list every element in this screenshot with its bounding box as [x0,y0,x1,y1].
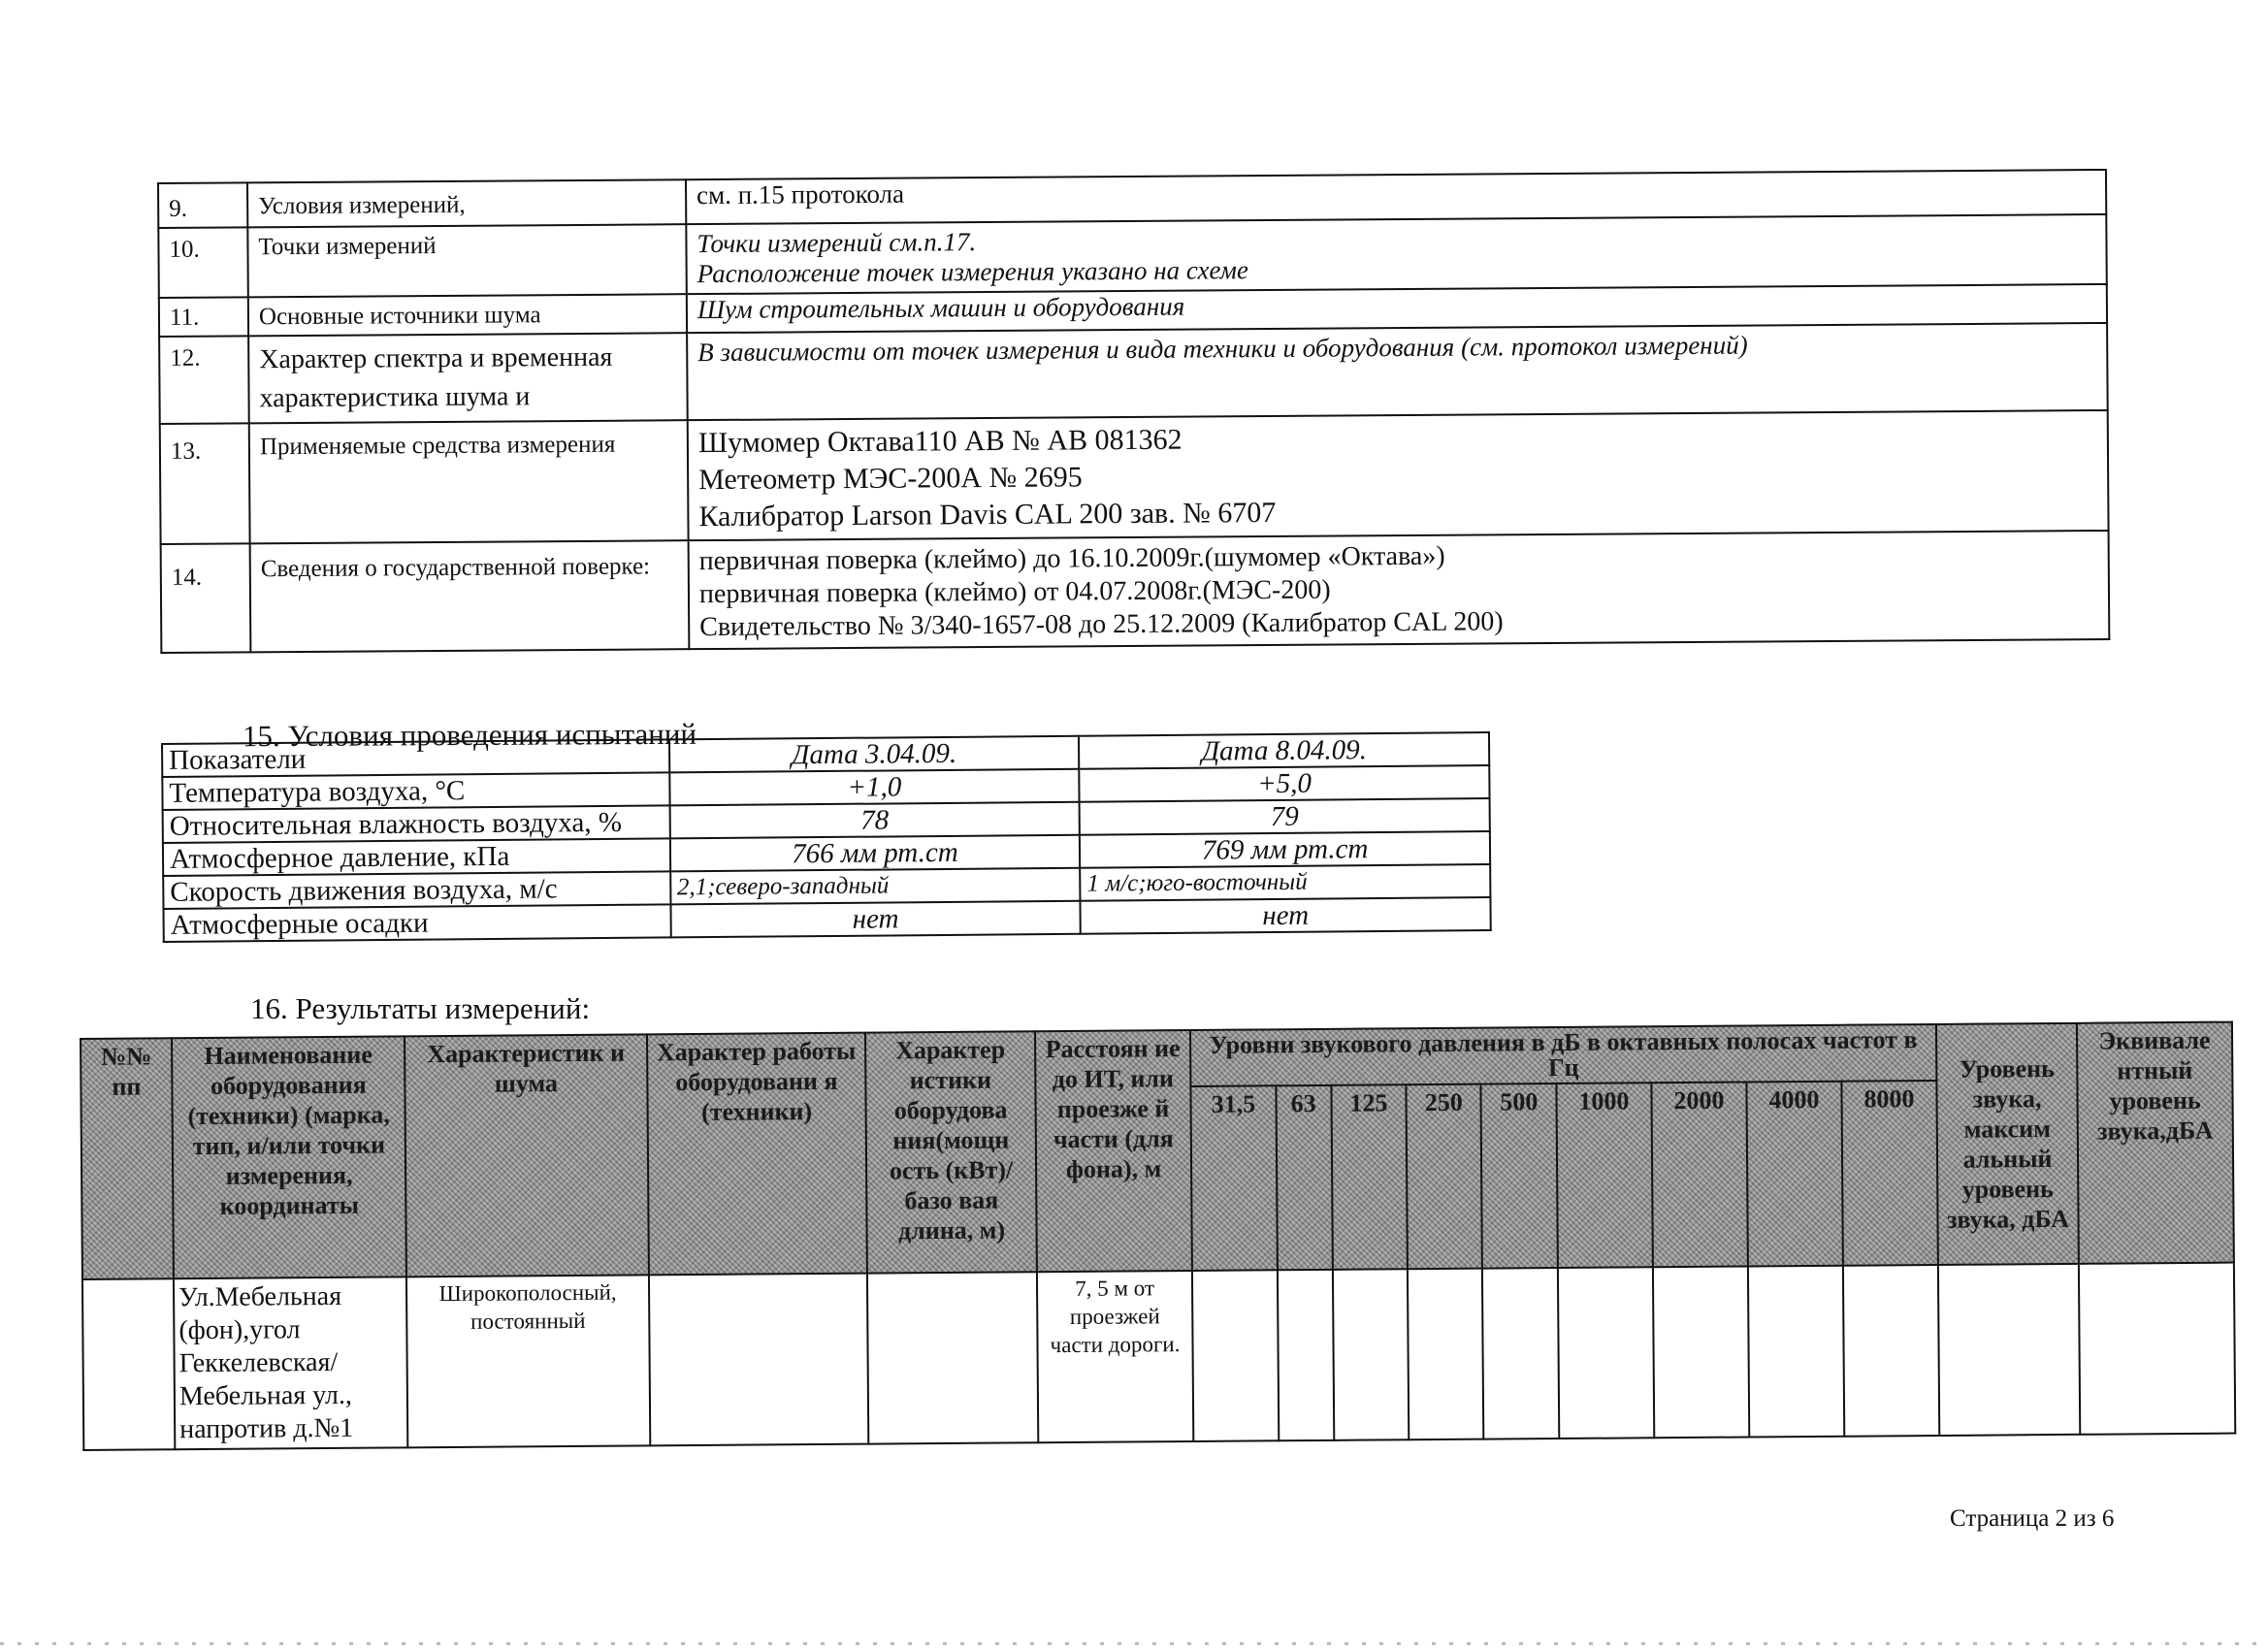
page-number: Страница 2 из 6 [1950,1505,2115,1532]
scan-artifact-line [0,1642,2268,1645]
section-title-conditions: 15. Условия проведения испытаний [242,716,697,754]
row-number: 9. [158,182,247,228]
row-number: 12. [159,336,249,424]
value-line: см. п.15 протокола [697,178,905,210]
row-number: 14. [161,543,251,653]
table-cell: нет [1081,897,1491,934]
freq-header: 31,5 [1190,1085,1277,1271]
row-label: Сведения о государственной поверке: [250,540,690,652]
table-cell: нет [670,901,1081,938]
column-header-levels: Уровни звукового давления в дБ в октавных полосах частот в Гц [1190,1024,1936,1086]
indicator-label: Температура воздуха, °С [162,772,669,810]
freq-header: 500 [1481,1083,1558,1269]
section-title-results: 16. Результаты измерений: [250,991,591,1025]
table-cell: 2,1;северо-западный [670,868,1081,905]
freq-header: 4000 [1746,1082,1842,1267]
value-line: Метеометр МЭС-200А № 2695 [698,461,1083,497]
column-header-name: Наименование оборудования (техники) (марка, тип, и/или точки измерения, координаты [172,1036,406,1278]
table-cell: 766 мм рт.ст [669,835,1080,872]
column-header: Дата 8.04.09. [1079,732,1489,769]
column-header-equiv-level: Эквивале нтный уровень звука,дБА [2077,1022,2234,1264]
column-header-max-level: Уровень звука, максим альный уровень звука, дБА [1936,1023,2079,1265]
table-row [160,410,2109,544]
column-header-equip-char: Характер истики оборудова ния(мощн ость (кВт)/базо вая длина, м) [865,1031,1037,1273]
table-cell: +5,0 [1080,765,1490,802]
level-cell [1748,1266,1844,1438]
value-line: В зависимости от точек измерения и вида техники и оборудования (см. протокол измерений) [697,330,1748,368]
indicator-label: Скорость движения воздуха, м/с [163,871,670,909]
column-header-noise-char: Характеристик и шума [405,1034,649,1277]
row-label: Характер спектра и временная характеристика шума и [248,333,688,423]
value-line: Калибратор Larson Davis CAL 200 зав. № 6707 [698,496,1277,534]
level-cell [1653,1267,1749,1439]
value-line: Шум строительных машин и оборудования [697,291,1185,325]
level-cell [1843,1265,1940,1437]
work-characteristic [649,1274,868,1446]
freq-header: 8000 [1841,1081,1938,1266]
equipment-name: Ул.Мебельная (фон),угол Геккелевская/ Мебельная ул., напротив д.№1 [174,1277,407,1449]
max-level-cell [1938,1264,2080,1436]
value-line: Шумомер Октава110 АВ № АВ 081362 [697,423,1183,460]
freq-header: 2000 [1651,1083,1747,1268]
indicator-label: Атмосферные осадки [163,904,670,942]
measurement-info-table [157,169,2110,654]
row-label: Условия измерений, [247,179,686,227]
row-number: 10. [158,227,248,298]
row-number: 13. [160,423,250,544]
row-label: Применяемые средства измерения [249,420,689,543]
level-cell [1482,1268,1559,1439]
table-row [159,323,2108,424]
row-number: 11. [159,297,248,337]
column-header-work-char: Характер работы оборудовани я (техники) [647,1033,867,1276]
table-cell: +1,0 [669,769,1080,806]
indicator-label: Атмосферное давление, кПа [163,838,670,876]
row-value [689,531,2110,649]
table-cell: 1 м/с;юго-восточный [1080,864,1490,901]
table-row [161,531,2110,653]
row-value [687,323,2108,420]
indicator-label: Относительная влажность воздуха, % [163,805,670,843]
freq-header: 63 [1276,1085,1332,1270]
table-cell: 78 [669,802,1080,839]
value-line: Точки измерений см.п.17. [697,227,977,259]
table-cell: 769 мм рт.ст [1080,831,1490,868]
equipment-characteristic [867,1272,1038,1443]
freq-header: 1000 [1556,1083,1652,1268]
table-row [82,1263,2235,1450]
row-value [686,214,2106,294]
freq-header: 250 [1406,1084,1482,1270]
column-header: Показатели [162,739,669,777]
distance-value: 7, 5 м от проезжей части дороги. [1037,1271,1193,1442]
value-line: первичная поверка (клеймо) до 16.10.2009г.(шумомер «Октава») [698,540,1445,577]
equiv-level-cell [2079,1263,2235,1435]
level-cell [1278,1270,1334,1440]
noise-characteristic: Широкополосный, постоянный [406,1275,650,1447]
column-header: Дата 3.04.09. [669,736,1080,773]
level-cell [1333,1269,1409,1440]
freq-header: 125 [1331,1084,1408,1270]
row-label: Точки измерений [247,224,686,297]
test-conditions-table [161,731,1492,943]
row-value [688,410,2109,540]
level-cell [1192,1270,1279,1441]
measurement-results-table [80,1021,2236,1451]
level-cell [1558,1267,1654,1439]
table-cell: 79 [1080,798,1490,835]
value-line: Расположение точек измерения указано на схеме [697,255,1249,289]
row-label: Основные источники шума [248,294,687,336]
column-header-distance: Расстоян ие до ИТ, или проезже й части (для фона), м [1035,1030,1192,1272]
row-number [82,1278,175,1450]
value-line: первичная поверка (клеймо) от 04.07.2008г.(МЭС-200) [698,574,1331,610]
level-cell [1408,1269,1484,1440]
value-line: Свидетельство № 3/340-1657-08 до 25.12.2009 (Калибратор CAL 200) [699,606,1504,643]
column-header-num: №№ пп [81,1038,174,1279]
